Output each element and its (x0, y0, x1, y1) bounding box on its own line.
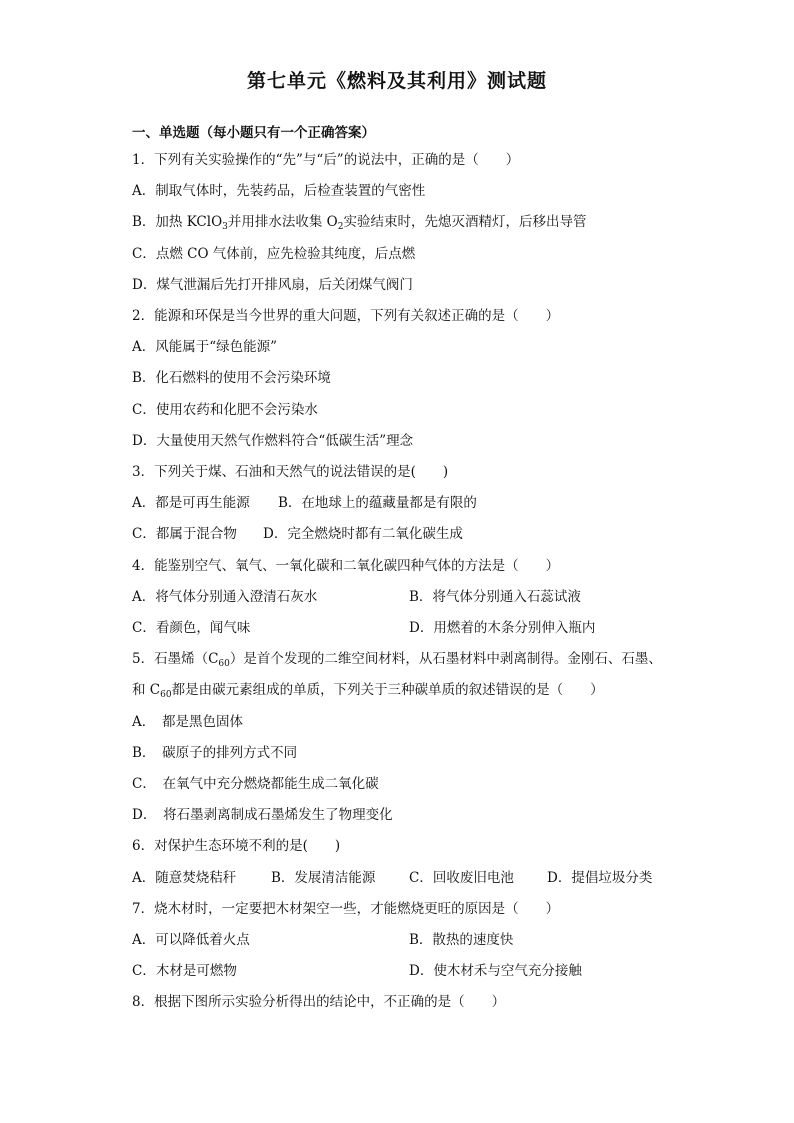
q5-stem2-post: 都是由碳元素组成的单质，下列关于三种碳单质的叙述错误的是（ ） (171, 682, 604, 698)
q1b-text-pre: B．加热 KClO (132, 214, 223, 230)
question-6-option-d: D．提倡垃圾分类 (547, 870, 653, 886)
question-3-option-b: B．在地球上的蕴藏量都是有限的 (278, 495, 477, 511)
q1b-subscript-2: 2 (337, 222, 344, 232)
question-3-option-d: D．完全燃烧时都有二氧化碳生成 (263, 526, 463, 542)
q5-stem2-subscript: 60 (160, 690, 172, 700)
question-6-option-a: A．随意焚烧秸秆 (132, 870, 237, 886)
question-7-option-d: D．使木材禾与空气充分接触 (409, 963, 582, 979)
question-6-option-b: B．发展清洁能源 (271, 870, 376, 886)
question-6-stem: 6．对保护生态环境不利的是( ) (132, 838, 341, 854)
question-5-option-a: A． 都是黑色固体 (132, 714, 243, 730)
question-7-option-c: C．木材是可燃物 (132, 963, 237, 979)
question-5-option-b: B． 碳原子的排列方式不同 (132, 745, 298, 761)
question-2-option-c: C．使用农药和化肥不会污染水 (132, 402, 318, 418)
question-7-option-b: B．散热的速度快 (409, 932, 514, 948)
question-4-option-c: C．看颜色，闻气味 (132, 620, 251, 636)
question-4-stem: 4．能鉴别空气、氧气、一氧化碳和二氧化碳四种气体的方法是（ ） (132, 558, 560, 574)
question-3-option-a: A．都是可再生能源 (132, 495, 250, 511)
question-2-option-a: A．风能属于“绿色能源” (132, 339, 278, 355)
question-1-option-a: A．制取气体时，先装药品，后检查装置的气密性 (132, 183, 426, 199)
q1b-text-post: 实验结束时，先熄灭酒精灯，后移出导管 (343, 214, 587, 230)
question-8-stem: 8．根据下图所示实验分析得出的结论中，不正确的是（ ） (132, 994, 506, 1010)
question-7-stem: 7．烧木材时，一定要把木材架空一些，才能燃烧更旺的原因是（ ） (132, 901, 560, 917)
q5-stem2-pre: 和 C (132, 682, 161, 698)
question-2-option-b: B．化石燃料的使用不会污染环境 (132, 370, 331, 386)
question-1-stem: 1．下列有关实验操作的“先”与“后”的说法中，正确的是（ ） (132, 152, 520, 168)
question-7-option-a: A．可以降低着火点 (132, 932, 250, 948)
q5-stem1-pre: 5．石墨烯（C (132, 651, 219, 667)
q1b-text-mid: 并用排水法收集 O (227, 214, 338, 230)
question-6-option-c: C．回收废旧电池 (409, 870, 514, 886)
question-1-option-b (132, 213, 586, 231)
question-4-option-a: A．将气体分别通入澄清石灰水 (132, 589, 318, 605)
q5-stem1-post: ）是首个发现的二维空间材料，从石墨材料中剥离制得。金刚石、石墨、 (229, 651, 662, 667)
question-1-option-c: C．点燃 CO 气体前，应先检验其纯度，后点燃 (132, 246, 416, 262)
question-4-option-d: D．用燃着的木条分别伸入瓶内 (409, 620, 596, 636)
question-3-option-c: C．都属于混合物 (132, 526, 237, 542)
question-4-option-b: B．将气体分别通入石蕊试液 (409, 589, 581, 605)
section-heading: 一、单选题（每小题只有一个正确答案） (132, 125, 375, 141)
question-5-stem-line-2 (132, 681, 604, 699)
question-1-option-d: D．煤气泄漏后先打开排风扇，后关闭煤气阀门 (132, 277, 413, 293)
q1b-subscript-1: 3 (222, 222, 228, 232)
question-5-stem-line-1 (132, 650, 662, 668)
q5-stem1-subscript: 60 (218, 659, 230, 669)
page-title: 第七单元《燃料及其利用》测试题 (246, 70, 547, 92)
question-2-option-d: D．大量使用天然气作燃料符合“低碳生活”理念 (132, 433, 414, 449)
question-5-option-c: C． 在氧气中充分燃烧都能生成二氧化碳 (132, 776, 379, 792)
question-3-stem: 3．下列关于煤、石油和天然气的说法错误的是( ) (132, 464, 449, 480)
question-5-option-d: D． 将石墨剥离制成石墨烯发生了物理变化 (132, 807, 393, 823)
question-2-stem: 2．能源和环保是当今世界的重大问题，下列有关叙述正确的是（ ） (132, 308, 560, 324)
